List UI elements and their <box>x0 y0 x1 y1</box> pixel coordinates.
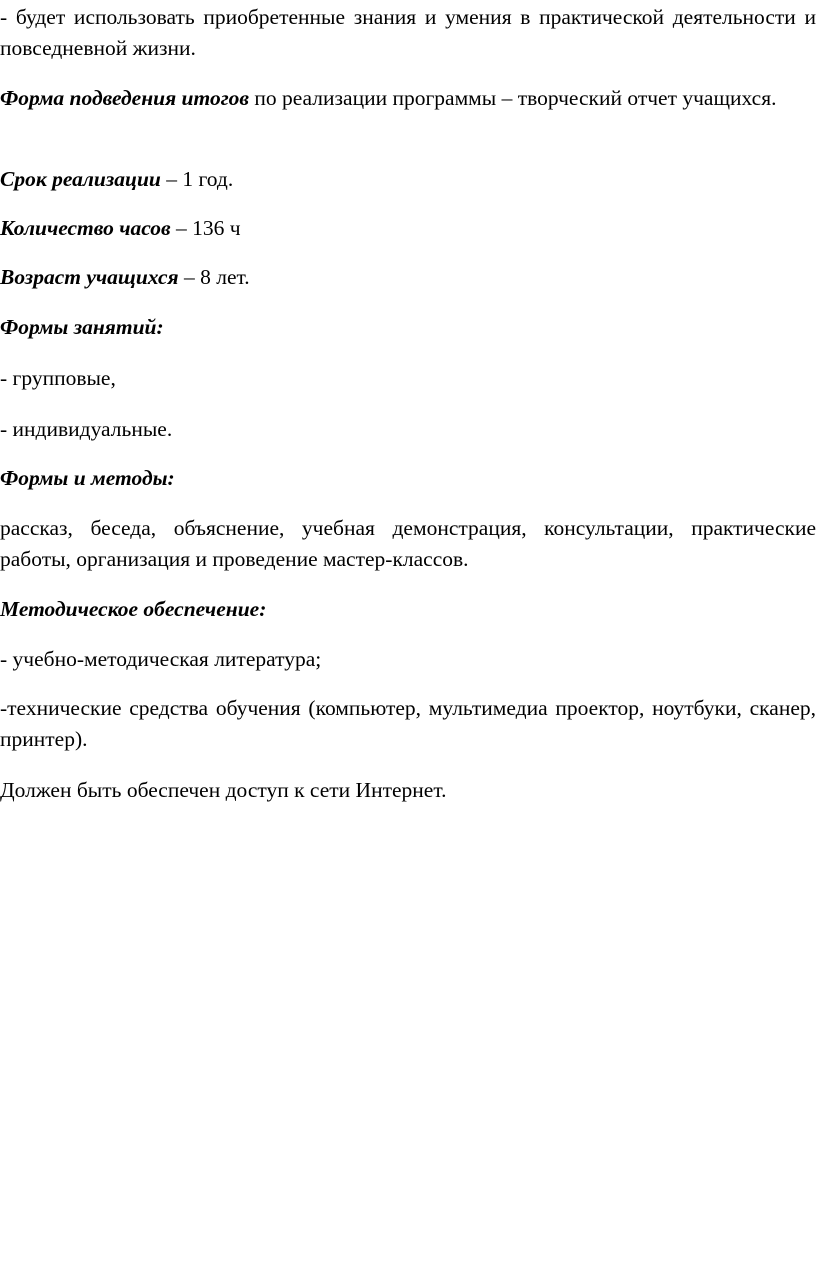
duration-paragraph <box>0 164 816 195</box>
lesson-form-item-group <box>0 363 816 394</box>
methods-text: рассказ, беседа, объяснение, учебная демонстрация, консультации, практические работы, организация и проведение мастер-классов. <box>0 516 816 571</box>
hours-text: – 136 ч <box>170 216 241 240</box>
lesson-forms-label: Формы занятий: <box>0 315 164 339</box>
lesson-forms-heading <box>0 312 816 343</box>
age-paragraph <box>0 262 816 293</box>
summary-form-label: Форма подведения итогов <box>0 86 249 110</box>
methods-heading <box>0 463 816 494</box>
duration-label: Срок реализации <box>0 167 161 191</box>
summary-form-text: по реализации программы – творческий отчет учащихся. <box>249 86 777 110</box>
duration-text: – 1 год. <box>160 167 234 191</box>
support-label: Методическое обеспечение: <box>0 597 267 621</box>
outcome-paragraph <box>0 2 816 64</box>
internet-text: Должен быть обеспечен доступ к сети Интернет. <box>0 778 447 802</box>
methods-label: Формы и методы: <box>0 466 175 490</box>
support-heading <box>0 594 816 625</box>
internet-paragraph <box>0 775 816 806</box>
summary-form-paragraph <box>0 83 816 114</box>
methods-paragraph <box>0 513 816 575</box>
support-literature-text: - учебно-методическая литература; <box>0 647 322 671</box>
age-text: – 8 лет. <box>178 265 250 289</box>
support-technical-text: -технические средства обучения (компьютер, мультимедиа проектор, ноутбуки, сканер, принтер). <box>0 696 816 751</box>
lesson-form-item-individual <box>0 414 816 445</box>
age-label: Возраст учащихся <box>0 265 179 289</box>
support-item-technical <box>0 693 816 755</box>
hours-paragraph <box>0 213 816 244</box>
hours-label: Количество часов <box>0 216 171 240</box>
lesson-form-group-text: - групповые, <box>0 366 116 390</box>
outcome-text: - будет использовать приобретенные знания и умения в практической деятельности и повседневной жизни. <box>0 5 816 60</box>
lesson-form-individual-text: - индивидуальные. <box>0 417 173 441</box>
support-item-literature <box>0 644 816 675</box>
